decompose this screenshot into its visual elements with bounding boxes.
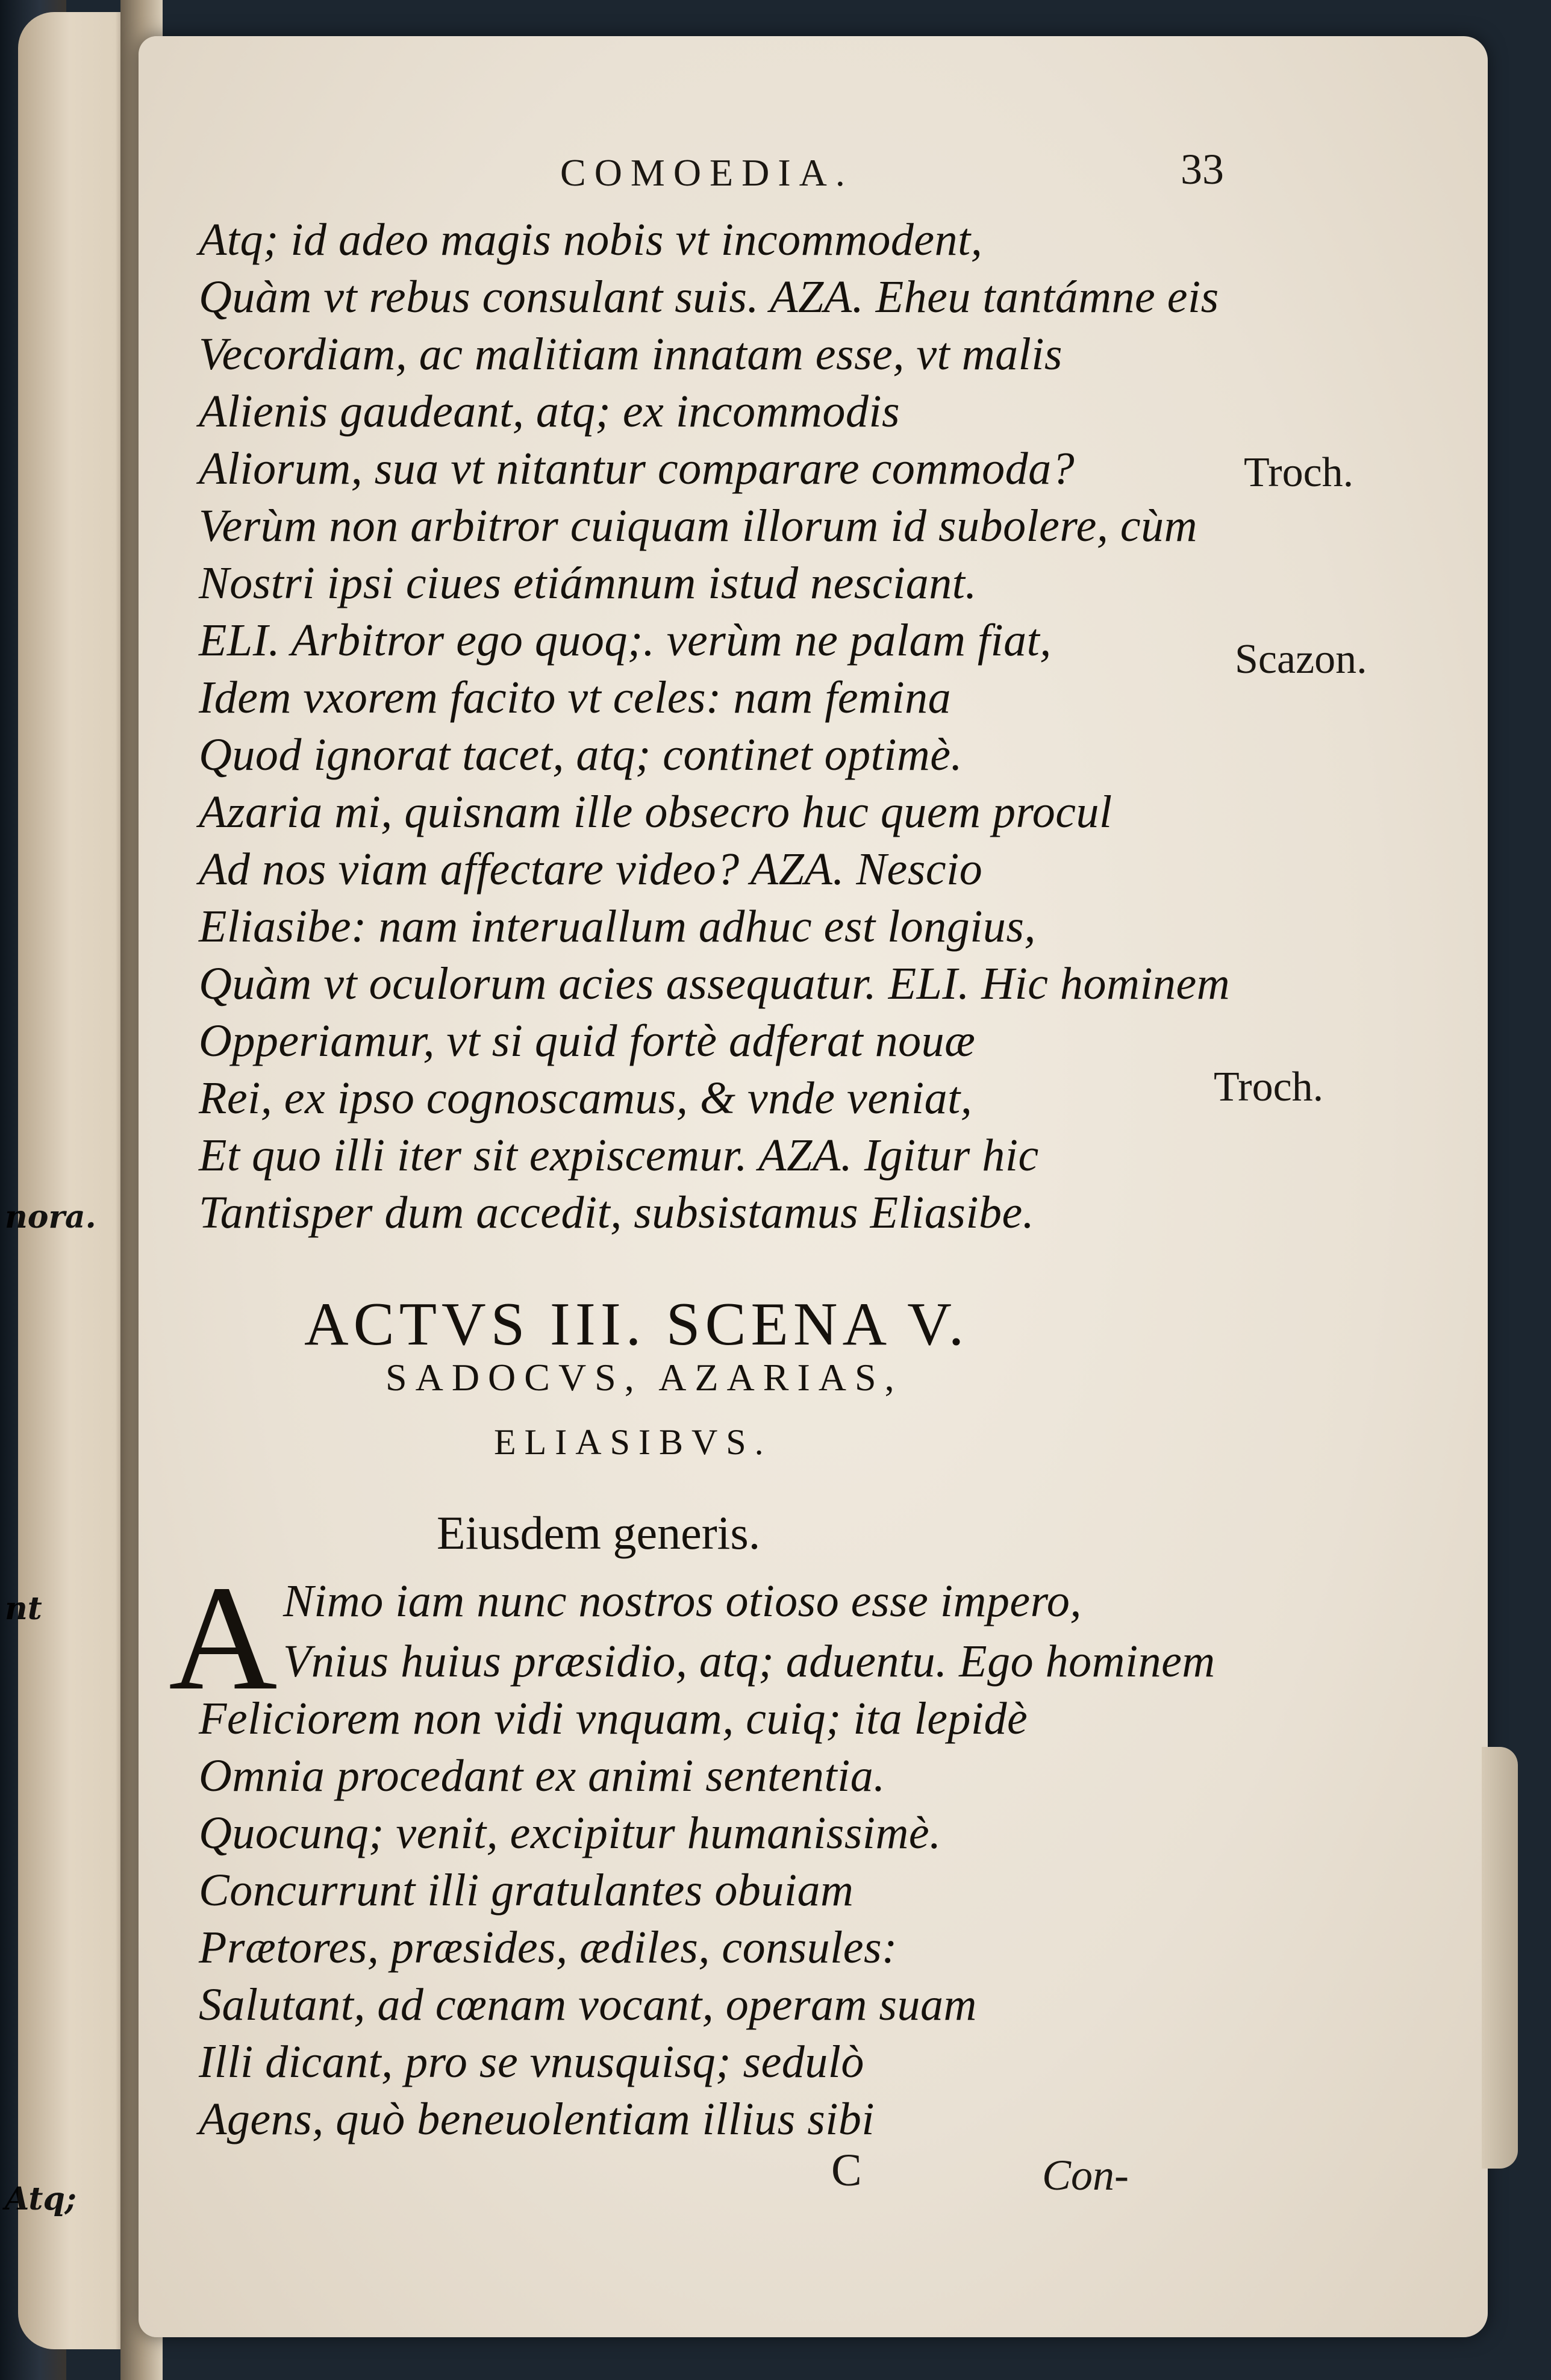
prev-page-fragment: nt: [5, 1590, 42, 1627]
margin-note-meter: Scazon.: [1235, 636, 1367, 682]
verse-line: Et quo illi iter sit expiscemur. AZA. Igitur hic: [199, 1130, 1039, 1181]
margin-note-meter: Troch.: [1244, 449, 1354, 496]
verse-line: Salutant, ad cœnam vocant, operam suam: [199, 1979, 977, 2030]
catchword: Con-: [1042, 2151, 1129, 2199]
verse-line: Illi dicant, pro se vnusquisq; sedulò: [199, 2037, 864, 2087]
prev-page-fragment: Atq;: [5, 2181, 77, 2217]
verse-line: Rei, ex ipso cognoscamus, & vnde veniat,: [199, 1073, 973, 1123]
act-scene-heading: ACTVS III. SCENA V.: [304, 1290, 969, 1358]
prev-page-fragment: nora.: [5, 1199, 96, 1235]
verse-line: Tantisper dum accedit, subsistamus Eliasibe.: [199, 1187, 1035, 1238]
page-edge-strip: [1482, 1747, 1518, 2169]
verse-line: Omnia procedant ex animi sententia.: [199, 1751, 885, 1801]
verse-line: Quod ignorat tacet, atq; continet optimè.: [199, 729, 963, 780]
verse-line: Vecordiam, ac malitiam innatam esse, vt malis: [199, 329, 1063, 379]
verse-line: Idem vxorem facito vt celes: nam femina: [199, 672, 952, 723]
verse-line: Vnius huius præsidio, atq; aduentu. Ego hominem: [283, 1636, 1216, 1687]
verse-line: Verùm non arbitror cuiquam illorum id subolere, cùm: [199, 501, 1198, 551]
speaker-list: ELIASIBVS.: [494, 1422, 772, 1462]
margin-note-meter: Troch.: [1214, 1064, 1324, 1110]
meter-heading: Eiusdem generis.: [437, 1507, 761, 1559]
verse-line: Concurrunt illi gratulantes obuiam: [199, 1865, 854, 1916]
verse-line: Quàm vt rebus consulant suis. AZA. Eheu tantámne eis: [199, 272, 1219, 322]
verse-line: Feliciorem non vidi vnquam, cuiq; ita lepidè: [199, 1693, 1028, 1744]
previous-page-edge: [18, 12, 133, 2349]
verse-line: Prætores, præsides, ædiles, consules:: [199, 1922, 897, 1973]
signature-mark: C: [831, 2145, 862, 2196]
verse-line: Azaria mi, quisnam ille obsecro huc quem procul: [199, 787, 1113, 837]
page-number: 33: [1181, 145, 1224, 193]
verse-line: Eliasibe: nam interuallum adhuc est longius,: [199, 901, 1036, 952]
verse-line: Quàm vt oculorum acies assequatur. ELI. Hic hominem: [199, 958, 1231, 1009]
verse-line: Agens, quò beneuolentiam illius sibi: [199, 2094, 875, 2144]
verse-line: Opperiamur, vt si quid fortè adferat nouæ: [199, 1016, 976, 1066]
verse-line: Nimo iam nunc nostros otioso esse impero,: [283, 1576, 1082, 1626]
verse-line: Quocunq; venit, excipitur humanissimè.: [199, 1808, 941, 1858]
speaker-list: SADOCVS, AZARIAS,: [385, 1356, 903, 1399]
verse-line: Aliorum, sua vt nitantur comparare commoda?: [199, 443, 1075, 494]
verse-line: Nostri ipsi ciues etiámnum istud nesciant.: [199, 558, 977, 608]
verse-line: Ad nos viam affectare video? AZA. Nescio: [199, 844, 983, 895]
drop-cap: A: [169, 1555, 278, 1722]
verse-line: Atq; id adeo magis nobis vt incommodent,: [199, 214, 983, 265]
verse-line: ELI. Arbitror ego quoq;. verùm ne palam fiat,: [199, 615, 1052, 666]
running-head: COMOEDIA.: [560, 151, 854, 194]
verse-line: Alienis gaudeant, atq; ex incommodis: [199, 386, 900, 437]
